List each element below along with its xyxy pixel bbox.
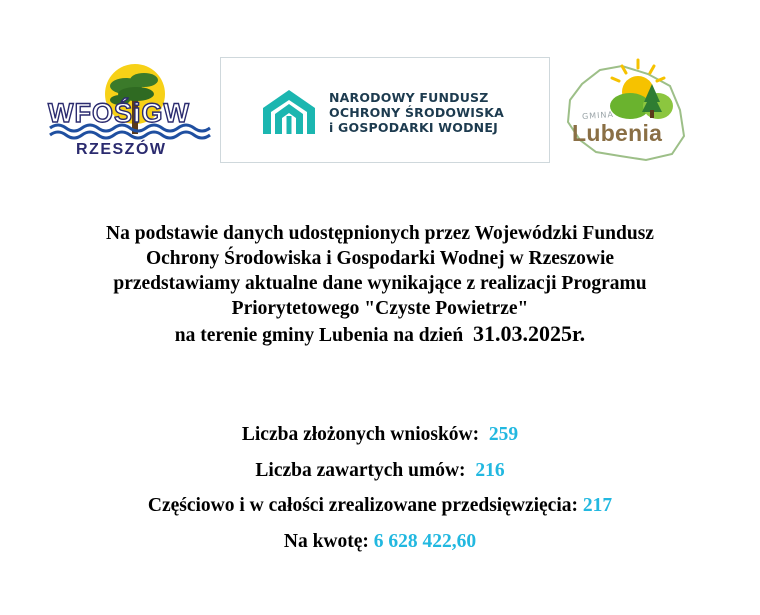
intro-line-1: Na podstawie danych udostępnionych przez Wojewódzki Fundusz	[106, 223, 654, 244]
wfos-logo	[40, 62, 215, 162]
nfos-mark-icon	[261, 88, 317, 136]
lubenia-logo-graphic	[560, 56, 700, 166]
stat-completed-label: Częściowo i w całości zrealizowane przedsięwzięcia:	[147, 495, 578, 516]
stat-applications	[0, 420, 760, 456]
stat-amount-value: 6 628 422,60	[373, 530, 477, 552]
nfos-name	[329, 90, 504, 135]
stat-contracts-value: 216	[475, 459, 505, 481]
intro-line-4: Priorytetowego "Czyste Powietrze"	[231, 298, 529, 319]
stat-contracts-label: Liczba zawartych umów:	[255, 459, 466, 481]
intro-line-5	[0, 321, 760, 348]
nfos-line1: NARODOWY FUNDUSZ	[329, 90, 489, 105]
stat-contracts	[0, 456, 760, 492]
stat-applications-label: Liczba złożonych wniosków:	[241, 424, 480, 445]
wfos-top-text: WFOŚiGW	[48, 98, 190, 128]
stat-amount-label: Na kwotę:	[283, 530, 369, 552]
wfos-bottom-text: RZESZÓW	[76, 141, 167, 158]
lubenia-big-text: Lubenia	[572, 120, 663, 146]
intro-paragraph	[0, 221, 760, 348]
lubenia-logo	[560, 56, 700, 166]
wfos-logo-graphic	[40, 62, 215, 162]
nfos-line3: i GOSPODARKI WODNEJ	[329, 120, 498, 135]
nfos-line2: OCHRONY ŚRODOWISKA	[329, 105, 505, 120]
stat-amount	[0, 527, 760, 563]
intro-line-3: przedstawiamy aktualne dane wynikające z realizacji Programu	[113, 273, 647, 294]
lubenia-small-text: GMINA	[581, 109, 615, 122]
stat-completed	[0, 491, 760, 527]
stat-applications-value: 259	[488, 424, 519, 445]
report-date: 31.03.2025r.	[472, 321, 586, 346]
intro-line-5-text: na terenie gminy Lubenia na dzień	[174, 325, 464, 346]
nfos-logo	[220, 57, 550, 163]
intro-line-2: Ochrony Środowiska i Gospodarki Wodnej w Rzeszowie	[145, 248, 615, 269]
stat-completed-value: 217	[582, 495, 613, 516]
stats-block	[0, 420, 760, 562]
